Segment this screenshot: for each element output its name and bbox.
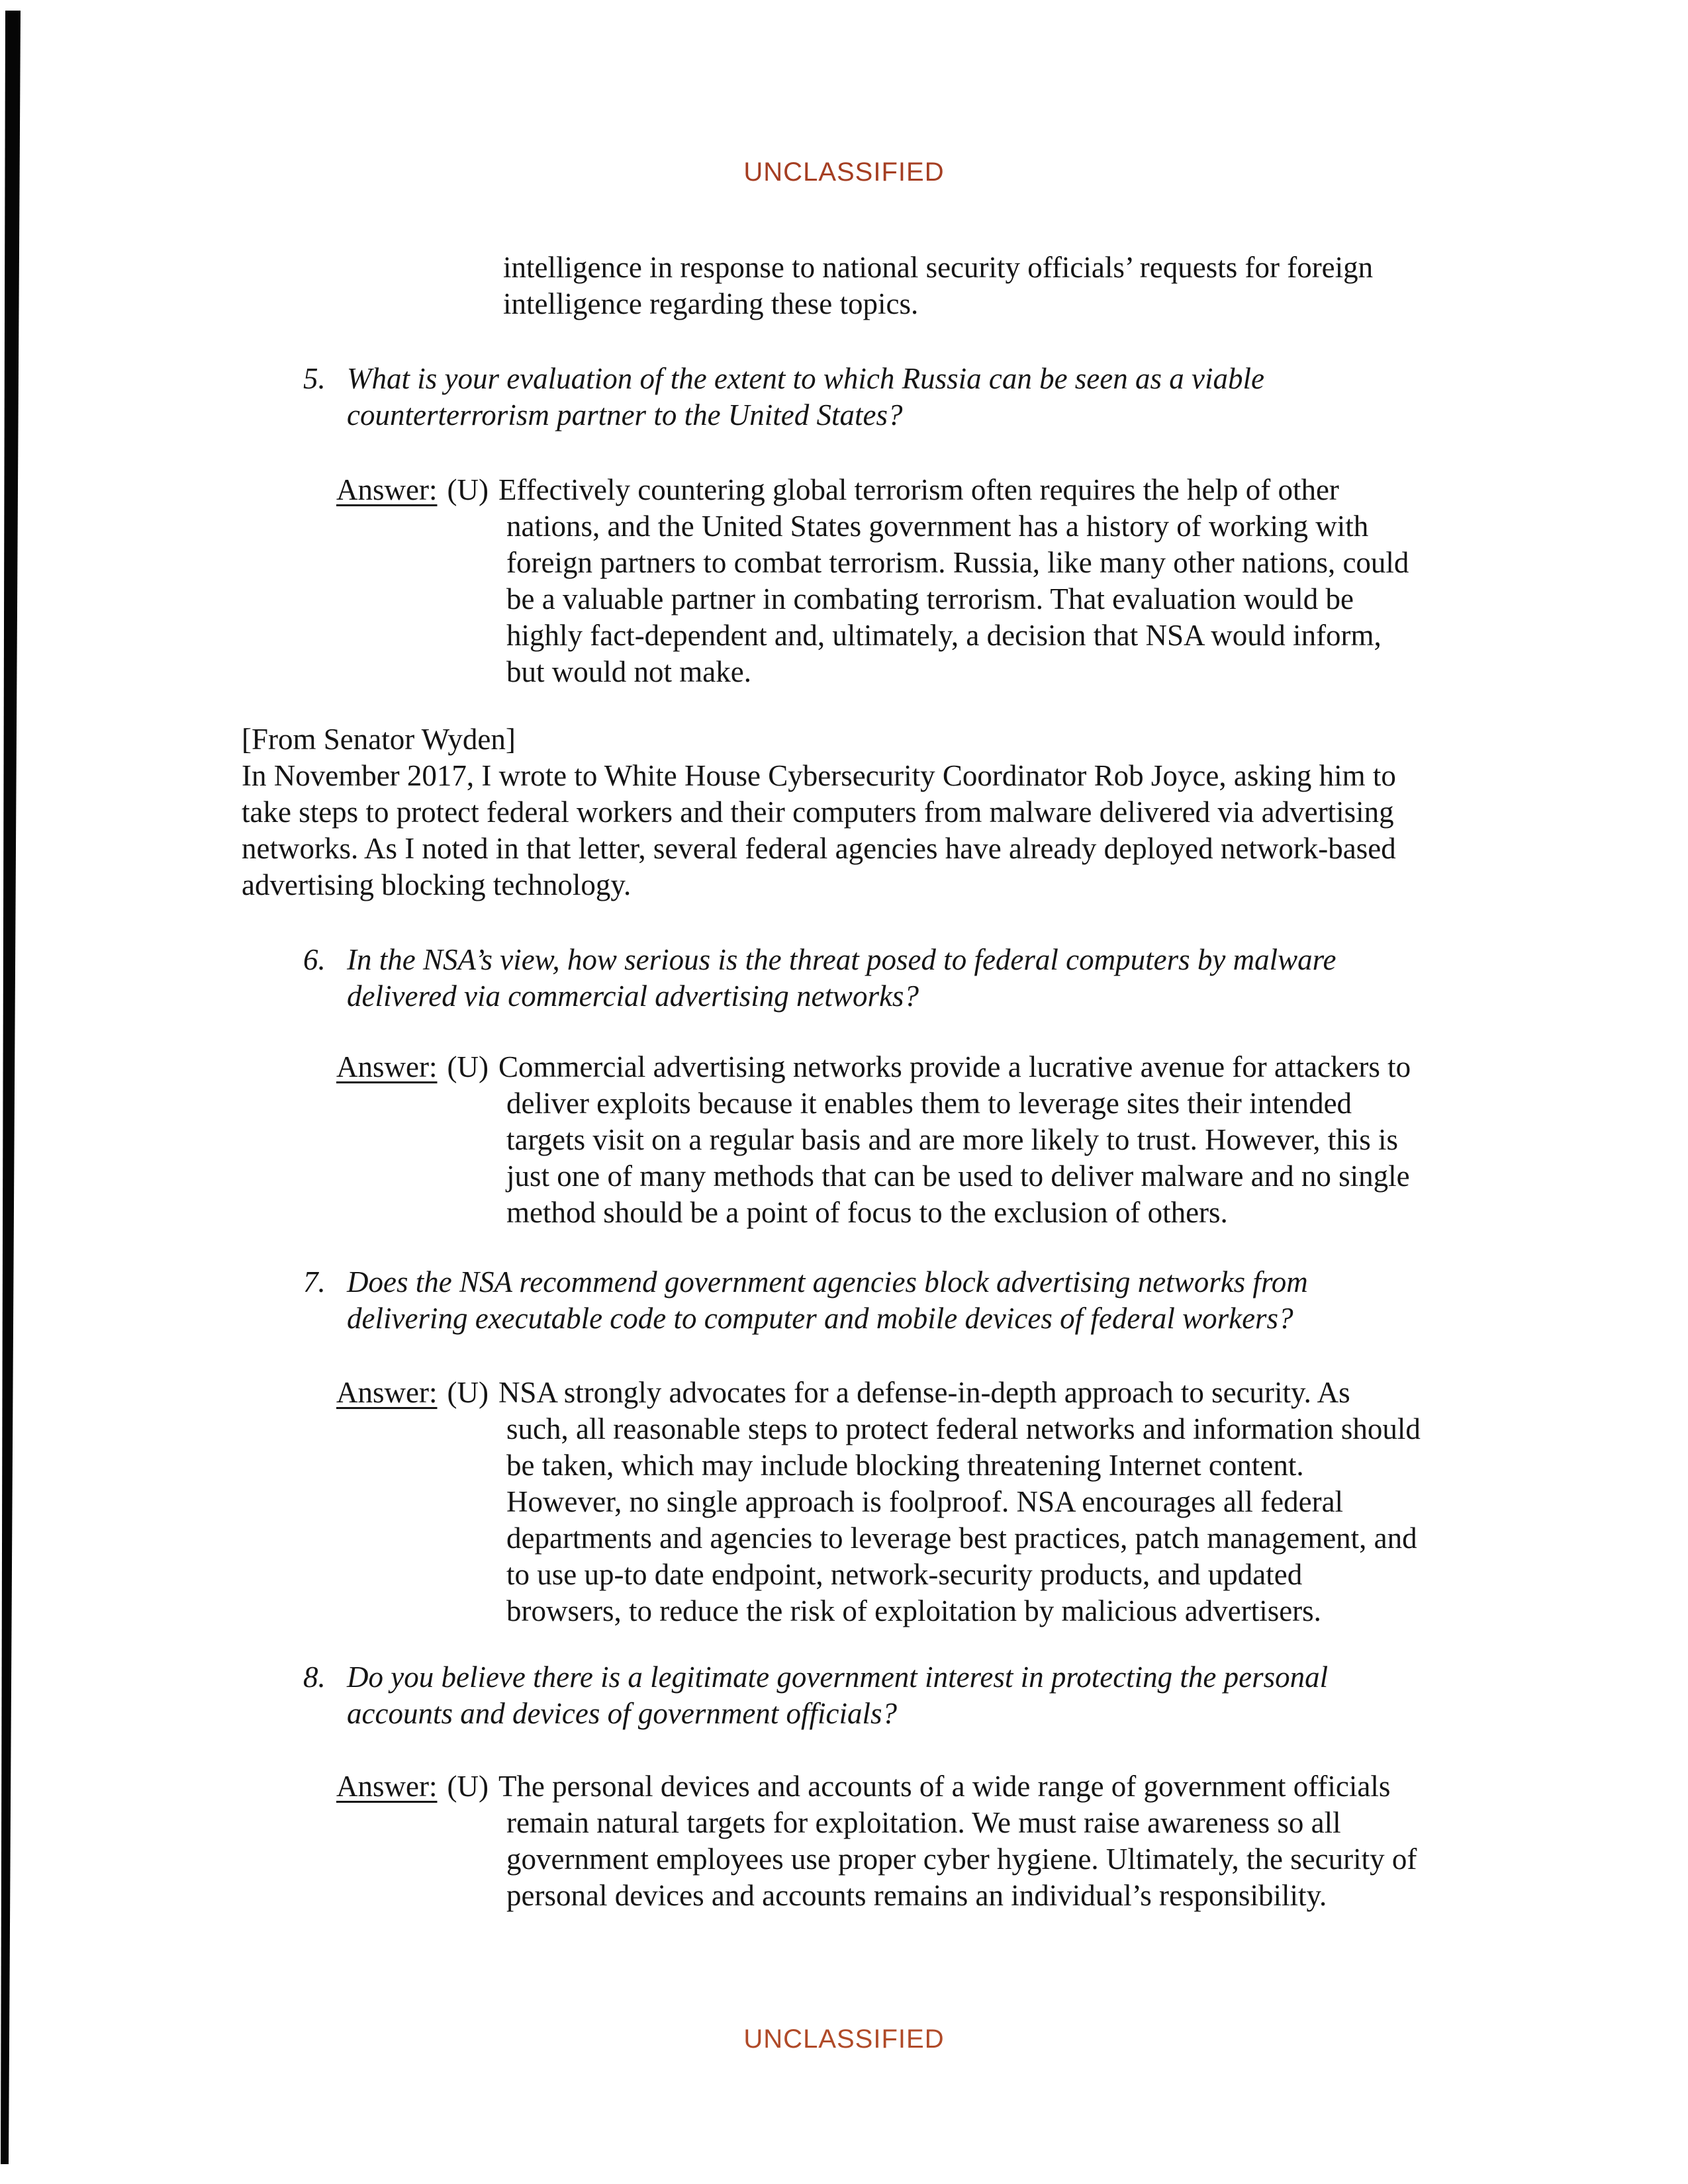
question-number: 6. xyxy=(303,943,326,976)
answer-first-line xyxy=(336,472,1688,508)
question-number: 5. xyxy=(303,362,326,395)
text-line: networks. As I noted in that letter, several federal agencies have already deployed network-based xyxy=(242,832,1396,865)
text-line: highly fact-dependent and, ultimately, a decision that NSA would inform, xyxy=(506,619,1382,652)
text-line: targets visit on a regular basis and are more likely to trust. However, this is xyxy=(506,1123,1399,1156)
text-line: intelligence in response to national security officials’ requests for foreign xyxy=(503,251,1374,284)
text-line: In November 2017, I wrote to White House Cybersecurity Coordinator Rob Joyce, asking him to xyxy=(242,759,1396,792)
text-line: delivering executable code to computer and mobile devices of federal workers? xyxy=(347,1302,1293,1335)
text-line: However, no single approach is foolproof. NSA encourages all federal xyxy=(506,1485,1344,1518)
text-line: intelligence regarding these topics. xyxy=(503,287,919,320)
answer-5 xyxy=(336,472,1688,690)
answer-label: Answer: xyxy=(336,1050,438,1083)
answer-text: Effectively countering global terrorism often requires the help of other xyxy=(498,473,1339,506)
text-line: advertising blocking technology. xyxy=(242,868,632,901)
text-line: Do you believe there is a legitimate government interest in protecting the personal xyxy=(347,1661,1329,1694)
text-line: be taken, which may include blocking threatening Internet content. xyxy=(506,1449,1304,1482)
text-line: remain natural targets for exploitation. We must raise awareness so all xyxy=(506,1806,1341,1839)
answer-continuation xyxy=(506,508,1688,690)
answer-text: Commercial advertising networks provide a lucrative avenue for attackers to xyxy=(498,1050,1411,1083)
text-line: Does the NSA recommend government agencies block advertising networks from xyxy=(347,1265,1308,1298)
question-text xyxy=(347,942,1336,1015)
text-line: In the NSA’s view, how serious is the threat posed to federal computers by malware xyxy=(347,943,1336,976)
question-7 xyxy=(303,1264,1688,1337)
answer-label: Answer: xyxy=(336,473,438,506)
text-line: browsers, to reduce the risk of exploitation by malicious advertisers. xyxy=(506,1594,1321,1627)
answer-7 xyxy=(336,1375,1688,1629)
question-6 xyxy=(303,942,1688,1015)
text-line: counterterrorism partner to the United States? xyxy=(347,398,903,432)
answer-label: Answer: xyxy=(336,1376,438,1409)
answer-continuation xyxy=(506,1411,1688,1629)
answer-text: NSA strongly advocates for a defense-in-depth approach to security. As xyxy=(498,1376,1350,1409)
question-number: 7. xyxy=(303,1265,326,1298)
classification-header: UNCLASSIFIED xyxy=(743,158,945,187)
text-line: just one of many methods that can be used to deliver malware and no single xyxy=(506,1160,1410,1193)
answer-first-line xyxy=(336,1375,1688,1411)
question-text xyxy=(347,1264,1308,1337)
answer-first-line xyxy=(336,1768,1688,1805)
classification-marking: (U) xyxy=(447,1770,489,1803)
text-line: What is your evaluation of the extent to which Russia can be seen as a viable xyxy=(347,362,1264,395)
question-number: 8. xyxy=(303,1661,326,1694)
answer-8 xyxy=(336,1768,1688,1914)
text-line: be a valuable partner in combating terrorism. That evaluation would be xyxy=(506,582,1354,615)
senator-wyden-note xyxy=(242,721,1688,903)
question-8 xyxy=(303,1659,1688,1732)
text-line: delivered via commercial advertising networks? xyxy=(347,979,919,1013)
answer-continuation xyxy=(506,1805,1688,1914)
text-line: foreign partners to combat terrorism. Russia, like many other nations, could xyxy=(506,546,1409,579)
text-line: method should be a point of focus to the exclusion of others. xyxy=(506,1196,1228,1229)
text-line: deliver exploits because it enables them to leverage sites their intended xyxy=(506,1087,1352,1120)
text-line: but would not make. xyxy=(506,655,751,688)
text-line: government employees use proper cyber hygiene. Ultimately, the security of xyxy=(506,1843,1417,1876)
text-line: to use up-to date endpoint, network-security products, and updated xyxy=(506,1558,1303,1591)
classification-marking: (U) xyxy=(447,473,489,506)
classification-footer: UNCLASSIFIED xyxy=(743,2025,945,2054)
text-line: accounts and devices of government officials? xyxy=(347,1697,898,1730)
paragraph-continuation xyxy=(503,250,1688,322)
answer-first-line xyxy=(336,1049,1688,1085)
text-line: take steps to protect federal workers and their computers from malware delivered via advertising xyxy=(242,796,1394,829)
question-5 xyxy=(303,361,1688,433)
text-line: personal devices and accounts remains an individual’s responsibility. xyxy=(506,1879,1327,1912)
classification-marking: (U) xyxy=(447,1050,489,1083)
text-line: nations, and the United States government has a history of working with xyxy=(506,510,1369,543)
question-text xyxy=(347,361,1264,433)
text-line: departments and agencies to leverage best practices, patch management, and xyxy=(506,1522,1417,1555)
answer-text: The personal devices and accounts of a wide range of government officials xyxy=(498,1770,1391,1803)
text-line: [From Senator Wyden] xyxy=(242,723,516,756)
text-line: such, all reasonable steps to protect federal networks and information should xyxy=(506,1412,1421,1445)
answer-6 xyxy=(336,1049,1688,1231)
classification-marking: (U) xyxy=(447,1376,489,1409)
answer-label: Answer: xyxy=(336,1770,438,1803)
question-text xyxy=(347,1659,1328,1732)
answer-continuation xyxy=(506,1085,1688,1231)
